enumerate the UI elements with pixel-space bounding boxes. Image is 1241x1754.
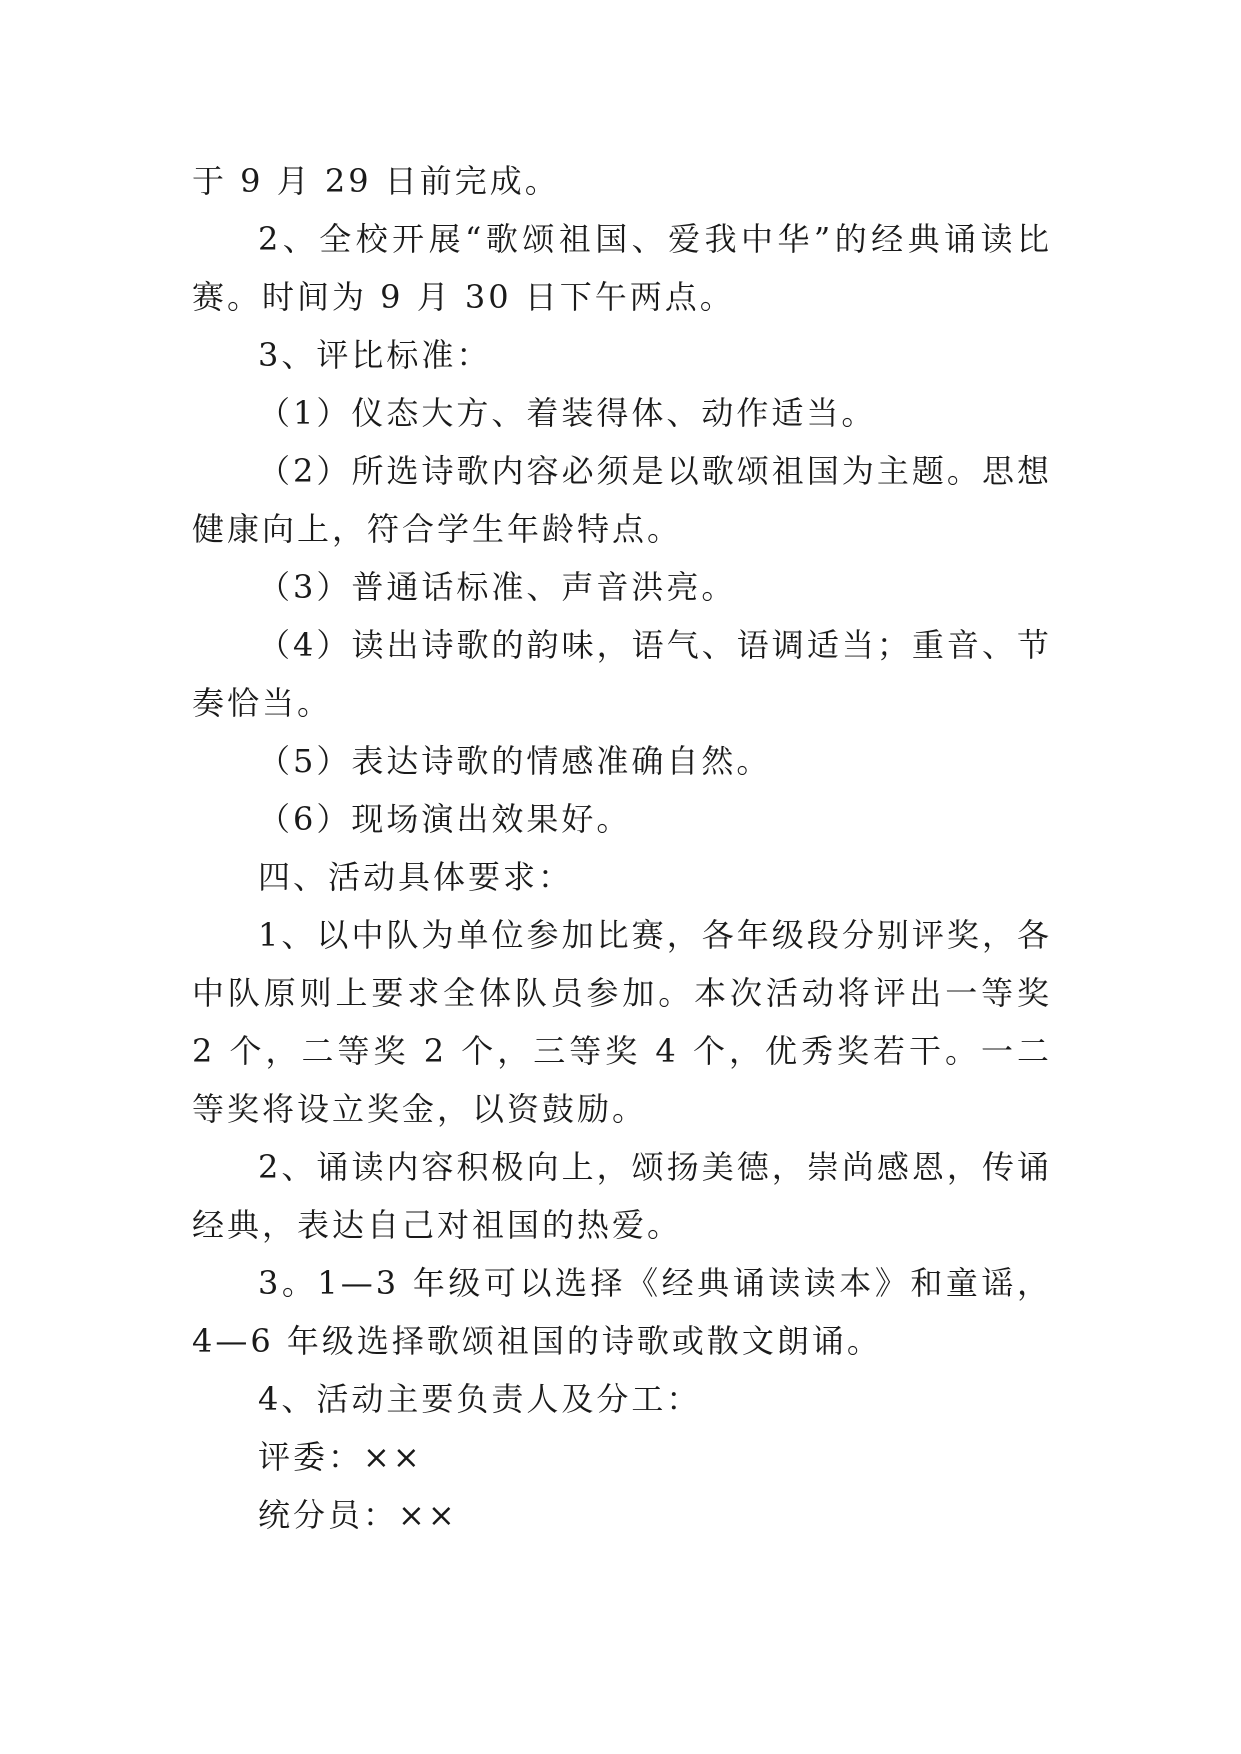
requirement-item-1: 1、以中队为单位参加比赛，各年级段分别评奖，各中队原则上要求全体队员参加。本次活动将评出一等奖 2 个，二等奖 2 个，三等奖 4 个，优秀奖若干。一二等奖将设立奖金，以资鼓励。: [192, 916, 1052, 1128]
requirement-item-3: 3。1—3 年级可以选择《经典诵读读本》和童谣，4—6 年级选择歌颂祖国的诗歌或散文朗诵。: [192, 1264, 1052, 1360]
paragraph-completion-date: 于 9 月 29 日前完成。: [192, 162, 560, 200]
criteria-item-3: （3）普通话标准、声音洪亮。: [258, 568, 737, 606]
requirement-item-4: 4、活动主要负责人及分工：: [258, 1380, 702, 1418]
judges-line: 评委：××: [258, 1438, 423, 1476]
criteria-item-4: （4）读出诗歌的韵味，语气、语调适当；重音、节奏恰当。: [192, 626, 1052, 722]
paragraph-recitation-contest: 2、全校开展“歌颂祖国、爱我中华”的经典诵读比赛。时间为 9 月 30 日下午两点。: [192, 220, 1052, 316]
criteria-item-1: （1）仪态大方、着装得体、动作适当。: [258, 394, 877, 432]
scorer-line: 统分员：××: [258, 1496, 458, 1534]
section-heading-requirements: 四、活动具体要求：: [258, 858, 574, 896]
criteria-item-6: （6）现场演出效果好。: [258, 800, 632, 838]
paragraph-criteria-heading: 3、评比标准：: [258, 336, 492, 374]
criteria-item-2: （2）所选诗歌内容必须是以歌颂祖国为主题。思想健康向上，符合学生年龄特点。: [192, 452, 1052, 548]
criteria-item-5: （5）表达诗歌的情感准确自然。: [258, 742, 772, 780]
requirement-item-2: 2、诵读内容积极向上，颂扬美德，崇尚感恩，传诵经典，表达自己对祖国的热爱。: [192, 1148, 1052, 1244]
document-body: [192, 152, 1052, 1544]
